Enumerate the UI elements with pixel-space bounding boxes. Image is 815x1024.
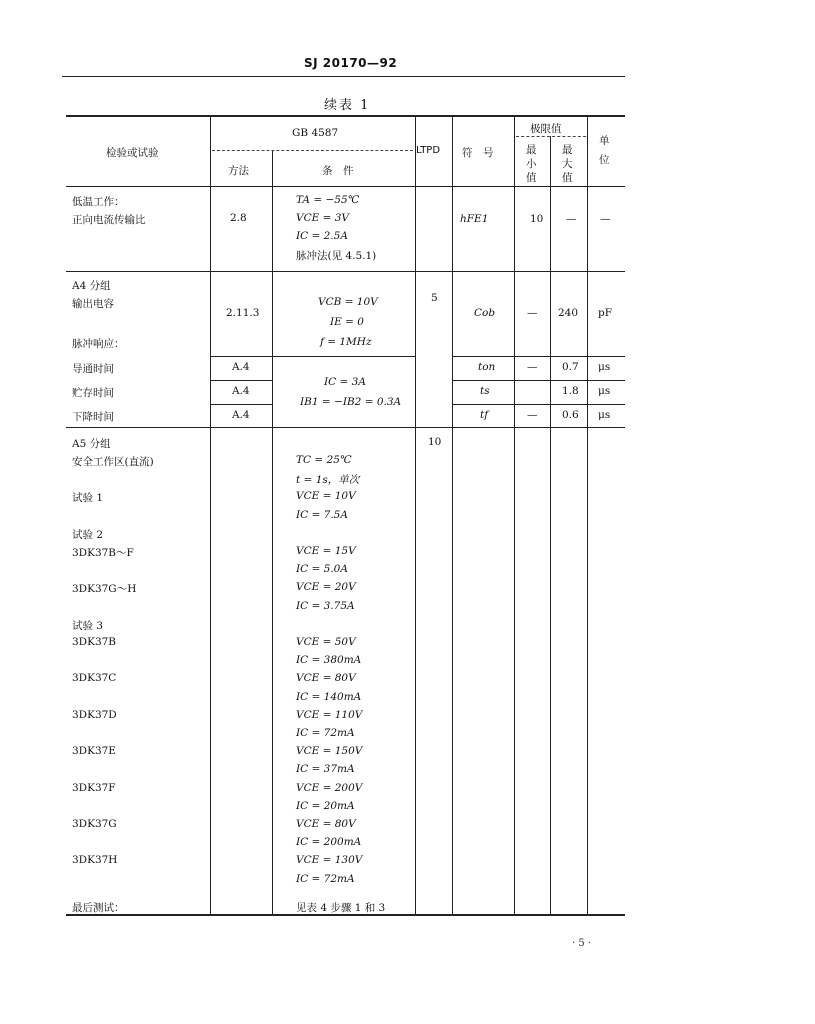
header-unit-1: 单 [599,135,610,147]
a5-test-label: 3DK37G [72,818,117,830]
table-title: 续表 1 [324,98,371,113]
a5-test-label: 3DK37B～F [72,547,134,559]
header-unit-2: 位 [599,154,610,166]
a5-test-label: 3DK37C [72,672,117,685]
storage-unit: μs [598,385,611,397]
storage-symbol: ts [480,385,490,397]
a4-method: 2.11.3 [226,307,260,319]
storage-time: 贮存时间 [72,387,114,399]
row-divider [452,404,625,405]
header-bottom-rule [66,186,625,187]
table-top-rule [66,115,625,117]
a5-condition: IC = 380mA [296,654,362,667]
header-max-2: 大 [562,158,573,170]
column-divider [550,136,551,914]
a4-ltpd: 5 [431,292,438,304]
a5-condition: IC = 200mA [296,836,362,849]
a4-cond: IE = 0 [330,316,364,328]
header-rule [62,76,625,77]
low-temp-min: 10 [530,213,544,225]
row-divider [452,356,625,357]
header-condition: 条 件 [322,165,354,177]
header-gb: GB 4587 [292,127,339,139]
a4-cond: VCB = 10V [318,296,378,308]
a5-condition: VCE = 80V [296,818,356,830]
a4-test-name: 输出电容 [72,298,114,310]
storage-method: A.4 [232,385,250,397]
a5-condition: VCE = 20V [296,581,356,594]
a5-condition: IC = 3.75A [296,599,355,612]
a4-unit: pF [598,307,613,319]
turn-on-time: 导通时间 [72,363,114,375]
a5-test-label: 试验 1 [72,492,104,505]
column-divider [210,115,211,914]
fall-symbol: tf [480,409,489,421]
header-max-1: 最 [562,144,573,156]
a5-condition: IC = 7.5A [296,508,348,521]
a4-max: 240 [558,307,579,319]
turn-on-symbol: ton [478,361,496,373]
a5-condition: VCE = 150V [296,745,363,758]
subheader-dashed-rule [516,136,586,137]
column-divider [272,150,273,914]
low-temp-cond: 脉冲法(见 4.5.1) [296,250,377,262]
turn-on-min: — [527,361,538,373]
a5-condition: VCE = 110V [296,708,363,721]
header-max-3: 值 [562,172,573,184]
low-temp-max: — [566,213,577,225]
header-ltpd: LTPD [416,145,441,156]
fall-min: — [527,409,538,421]
column-divider [452,115,453,914]
fall-unit: μs [598,409,611,421]
a5-test-label: 试验 3 [72,619,104,632]
low-temp-test-name: 正向电流传输比 [72,214,146,226]
a5-test-label: 3DK37H [72,854,118,867]
low-temp-symbol: hFE1 [460,213,489,225]
a5-condition: IC = 140mA [296,690,362,703]
a4-min: — [527,307,538,319]
low-temp-method: 2.8 [230,212,247,224]
a5-condition: IC = 72mA [296,872,355,885]
a5-test-label: 3DK37D [72,708,117,721]
fall-max: 0.6 [562,409,579,421]
switch-cond: IB1 = −IB2 = 0.3A [300,396,402,408]
low-temp-cond: IC = 2.5A [296,230,348,242]
a5-group: A5 分组 [72,438,111,450]
final-test-cond: 见表 4 步骤 1 和 3 [296,902,386,914]
row-divider [210,404,272,405]
low-temp-unit: — [600,213,611,225]
column-divider [587,115,588,914]
switch-cond: IC = 3A [324,376,366,388]
low-temp-cond: VCE = 3V [296,212,350,224]
a5-test-label: 3DK37B [72,636,117,648]
turn-on-unit: μs [598,361,611,373]
a5-condition: VCE = 80V [296,672,356,685]
a5-test-label: 3DK37E [72,745,116,758]
fall-method: A.4 [232,409,250,421]
column-divider [514,115,515,914]
header-min-2: 小 [526,158,537,170]
row-divider [210,356,415,357]
a5-test-label: 试验 2 [72,528,104,541]
a5-condition: VCE = 200V [296,781,363,794]
column-divider [415,115,416,914]
fall-time: 下降时间 [72,411,114,423]
a5-condition: TC = 25℃ [296,454,352,466]
turn-on-max: 0.7 [562,361,579,373]
turn-on-method: A.4 [232,361,250,373]
a4-cond: f = 1MHz [320,336,372,348]
a5-condition: t = 1s，单次 [296,474,360,487]
a5-condition: IC = 5.0A [296,563,348,576]
a5-condition: VCE = 50V [296,636,356,648]
final-test-label: 最后测试： [72,902,125,914]
a4-symbol: Cob [474,307,496,319]
subheader-dashed-rule [212,150,413,151]
low-temp-cond: TA = −55℃ [296,194,360,206]
a5-condition: VCE = 130V [296,854,363,867]
row-divider [452,380,625,381]
a5-test-label: 3DK37G～H [72,583,137,596]
low-temp-title: 低温工作： [72,196,125,208]
a5-condition: VCE = 15V [296,545,356,557]
a5-test-label: 3DK37F [72,781,116,794]
header-test: 检验或试验 [106,147,159,159]
a5-soa-title: 安全工作区(直流) [72,456,154,468]
row-divider [66,427,625,428]
storage-max: 1.8 [562,385,579,397]
header-min-3: 值 [526,172,537,184]
header-symbol: 符 号 [462,147,494,159]
a4-group: A4 分组 [72,280,111,292]
header-method: 方法 [228,165,249,177]
a5-condition: IC = 20mA [296,799,355,812]
header-limit: 极限值 [530,123,562,135]
page-number: · 5 · [572,938,592,949]
a5-condition: VCE = 10V [296,490,356,503]
row-divider [210,380,272,381]
row-divider [66,271,625,272]
a4-pulse-title: 脉冲响应： [72,338,125,350]
header-min-1: 最 [526,144,537,156]
a5-condition: IC = 72mA [296,727,355,739]
a5-condition: IC = 37mA [296,763,355,776]
a5-ltpd: 10 [428,436,442,448]
document-code: SJ 20170—92 [304,56,398,70]
